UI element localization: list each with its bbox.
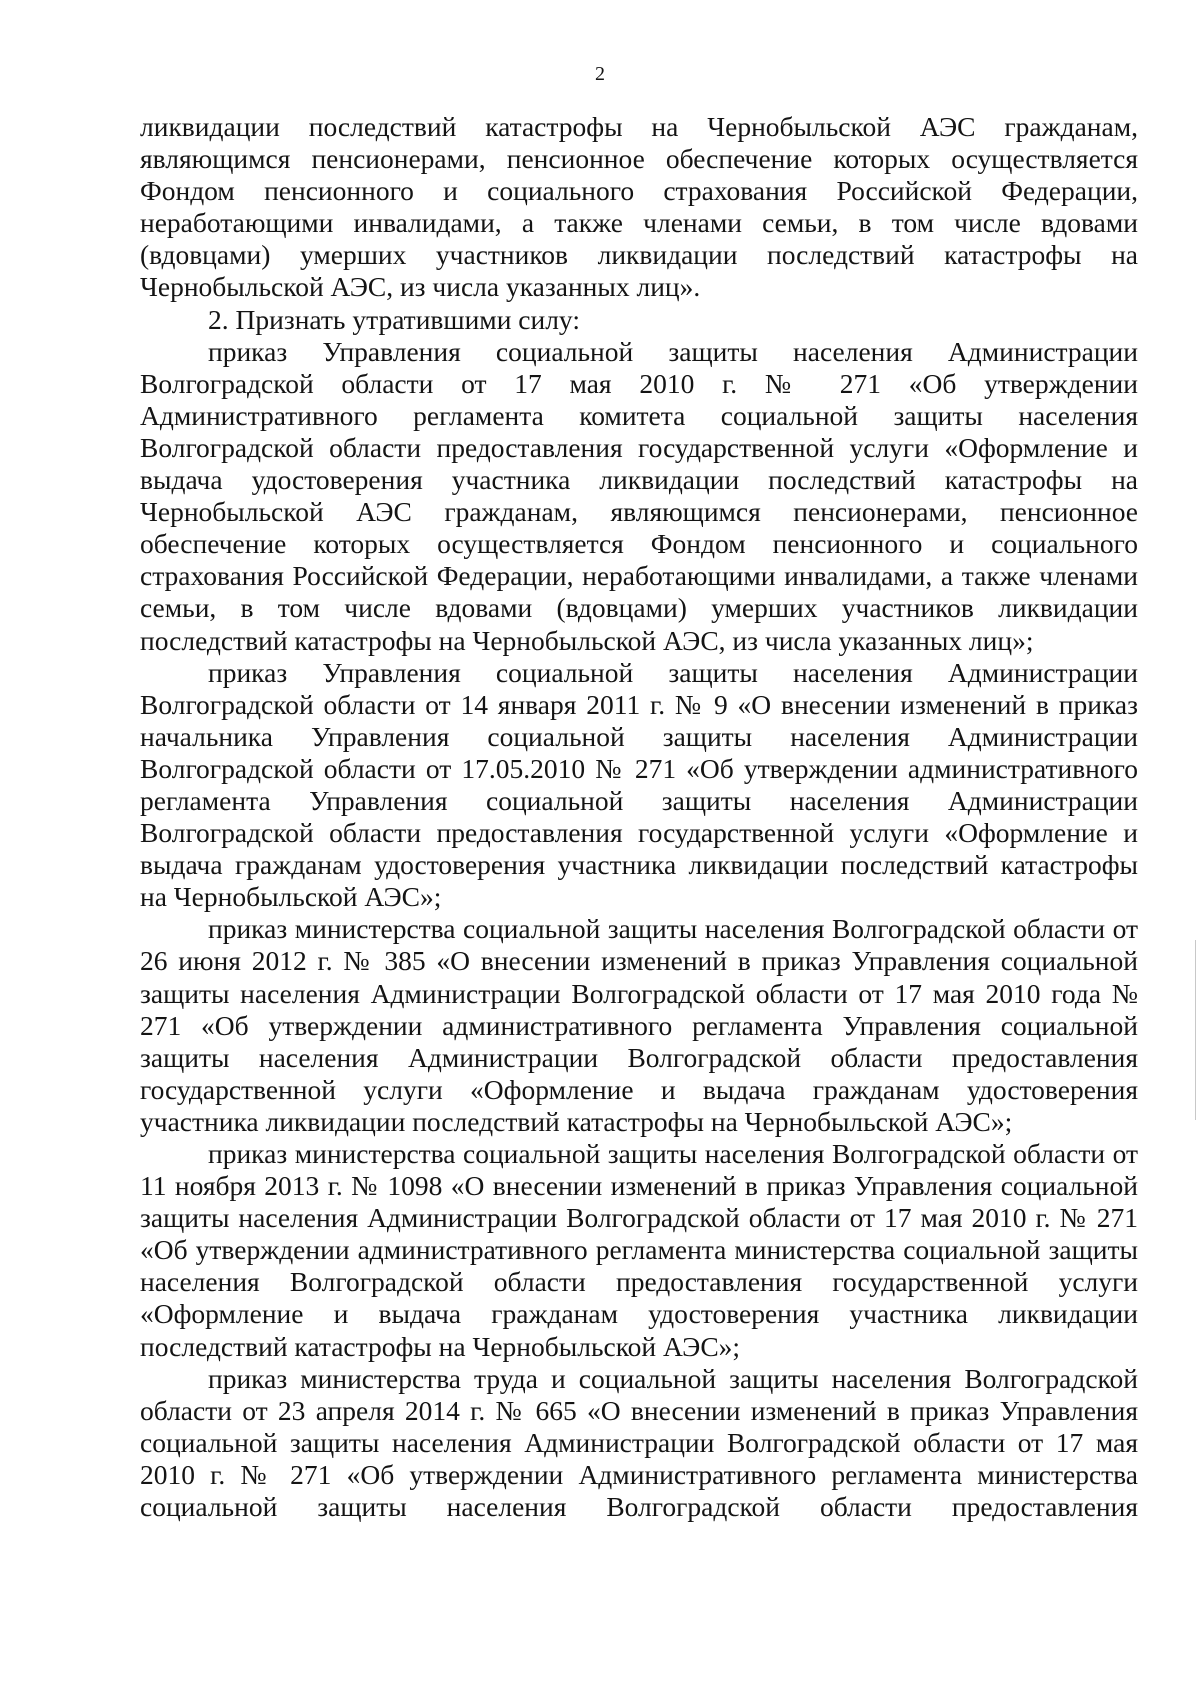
paragraph-order-2013: приказ министерства социальной защиты населения Волгоградской области от 11 ноября 2013 г. № 1098 «О внесении изменений в приказ Управления социальной защиты населения Администрации Волгоградской области от 17 мая 2010 г. № 271 «Об утверждении административного регламента министерства социальной защиты населения Волгоградской области предоставления государственной услуги «Оформление и выдача гражданам удостоверения участника ликвидации последствий катастрофы на Чернобыльской АЭС»; (140, 1138, 1138, 1362)
scan-edge-mark (1195, 940, 1196, 1120)
document-body (140, 111, 1138, 1523)
paragraph-item-2: 2. Признать утратившими силу: (208, 303, 580, 335)
paragraph-order-2014: приказ министерства труда и социальной защиты населения Волгоградской области от 23 апреля 2014 г. № 665 «О внесении изменений в приказ Управления социальной защиты населения Администрации Волгоградской области от 17 мая 2010 г. № 271 «Об утверждении Административного регламента министерства социальной защиты населения Волгоградской области предоставления (140, 1362, 1138, 1523)
paragraph-continuation: ликвидации последствий катастрофы на Чернобыльской АЭС гражданам, являющимся пенсионерами, пенсионное обеспечение которых осуществляется Фондом пенсионного и социального страхования Российской Федерации, неработающими инвалидами, а также членами семьи, в том числе вдовами (вдовцами) умерших участников ликвидации последствий катастрофы на Чернобыльской АЭС, из числа указанных лиц». (140, 111, 1138, 303)
paragraph-order-2011: приказ Управления социальной защиты населения Администрации Волгоградской области от 14 января 2011 г. № 9 «О внесении изменений в приказ начальника Управления социальной защиты населения Администрации Волгоградской области от 17.05.2010 № 271 «Об утверждении административного регламента Управления социальной защиты населения Администрации Волгоградской области предоставления государственной услуги «Оформление и выдача гражданам удостоверения участника ликвидации последствий катастрофы на Чернобыльской АЭС»; (140, 656, 1138, 913)
paragraph-order-2012: приказ министерства социальной защиты населения Волгоградской области от 26 июня 2012 г. № 385 «О внесении изменений в приказ Управления социальной защиты населения Администрации Волгоградской области от 17 мая 2010 года № 271 «Об утверждении административного регламента Управления социальной защиты населения Администрации Волгоградской области предоставления государственной услуги «Оформление и выдача гражданам удостоверения участника ликвидации последствий катастрофы на Чернобыльской АЭС»; (140, 913, 1138, 1137)
paragraph-order-2010: приказ Управления социальной защиты населения Администрации Волгоградской области от 17 мая 2010 г. № 271 «Об утверждении Административного регламента комитета социальной защиты населения Волгоградской области предоставления государственной услуги «Оформление и выдача удостоверения участника ликвидации последствий катастрофы на Чернобыльской АЭС гражданам, являющимся пенсионерами, пенсионное обеспечение которых осуществляется Фондом пенсионного и социального страхования Российской Федерации, неработающими инвалидами, а также членами семьи, в том числе вдовами (вдовцами) умерших участников ликвидации последствий катастрофы на Чернобыльской АЭС, из числа указанных лиц»; (140, 335, 1138, 656)
page-number: 2 (595, 63, 605, 85)
